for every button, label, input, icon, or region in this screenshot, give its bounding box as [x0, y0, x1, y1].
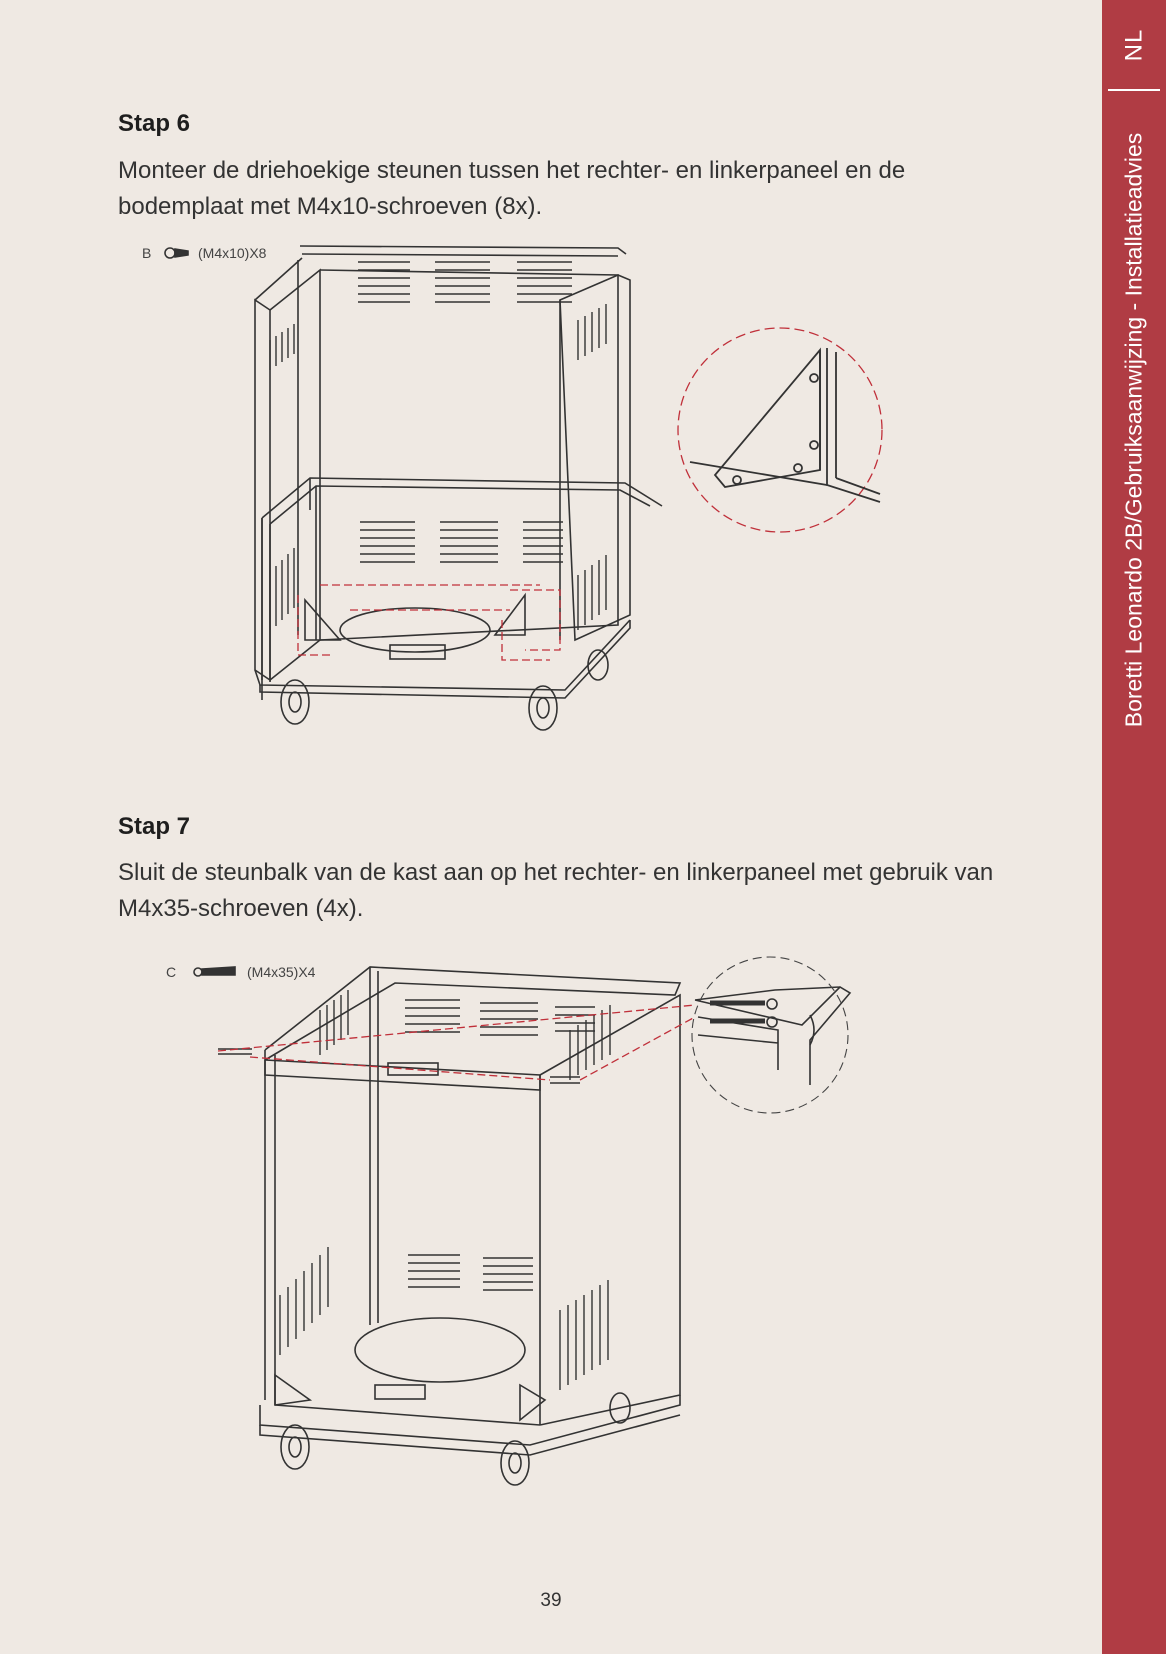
sidebar-title-area	[1102, 100, 1166, 760]
step6-part-letter: B	[142, 245, 152, 261]
page-number: 39	[540, 1590, 562, 1611]
step7-detail-circle	[692, 957, 848, 1113]
step7-text: Sluit de steunbalk van de kast aan op het rechter- en linkerpaneel met gebruik van M4x35-schroeven (4x).	[118, 859, 994, 922]
step6-text: Monteer de driehoekige steunen tussen het rechter- en linkerpaneel en de bodemplaat met M4x10-schroeven (8x).	[118, 157, 906, 220]
step6-part-label: (M4x10)X8	[198, 245, 267, 261]
step6-diagram	[130, 240, 930, 770]
step7-part-label: (M4x35)X4	[247, 964, 316, 980]
sidebar-divider	[1108, 89, 1160, 91]
step6-title: Stap 6	[118, 110, 191, 137]
step7-title: Stap 7	[118, 813, 191, 840]
step7-part-letter: C	[166, 964, 177, 980]
sidebar	[1102, 0, 1166, 1654]
screw-small-icon	[165, 248, 188, 258]
language-label	[1102, 0, 1166, 90]
language-code: NL	[1120, 28, 1147, 62]
step6-detail-circle	[678, 328, 882, 532]
step7-diagram	[150, 955, 910, 1515]
screw-long-icon	[194, 967, 235, 976]
document-title: Boretti Leonardo 2B/Gebruiksaanwijzing - Installatieadvies	[1120, 132, 1147, 728]
